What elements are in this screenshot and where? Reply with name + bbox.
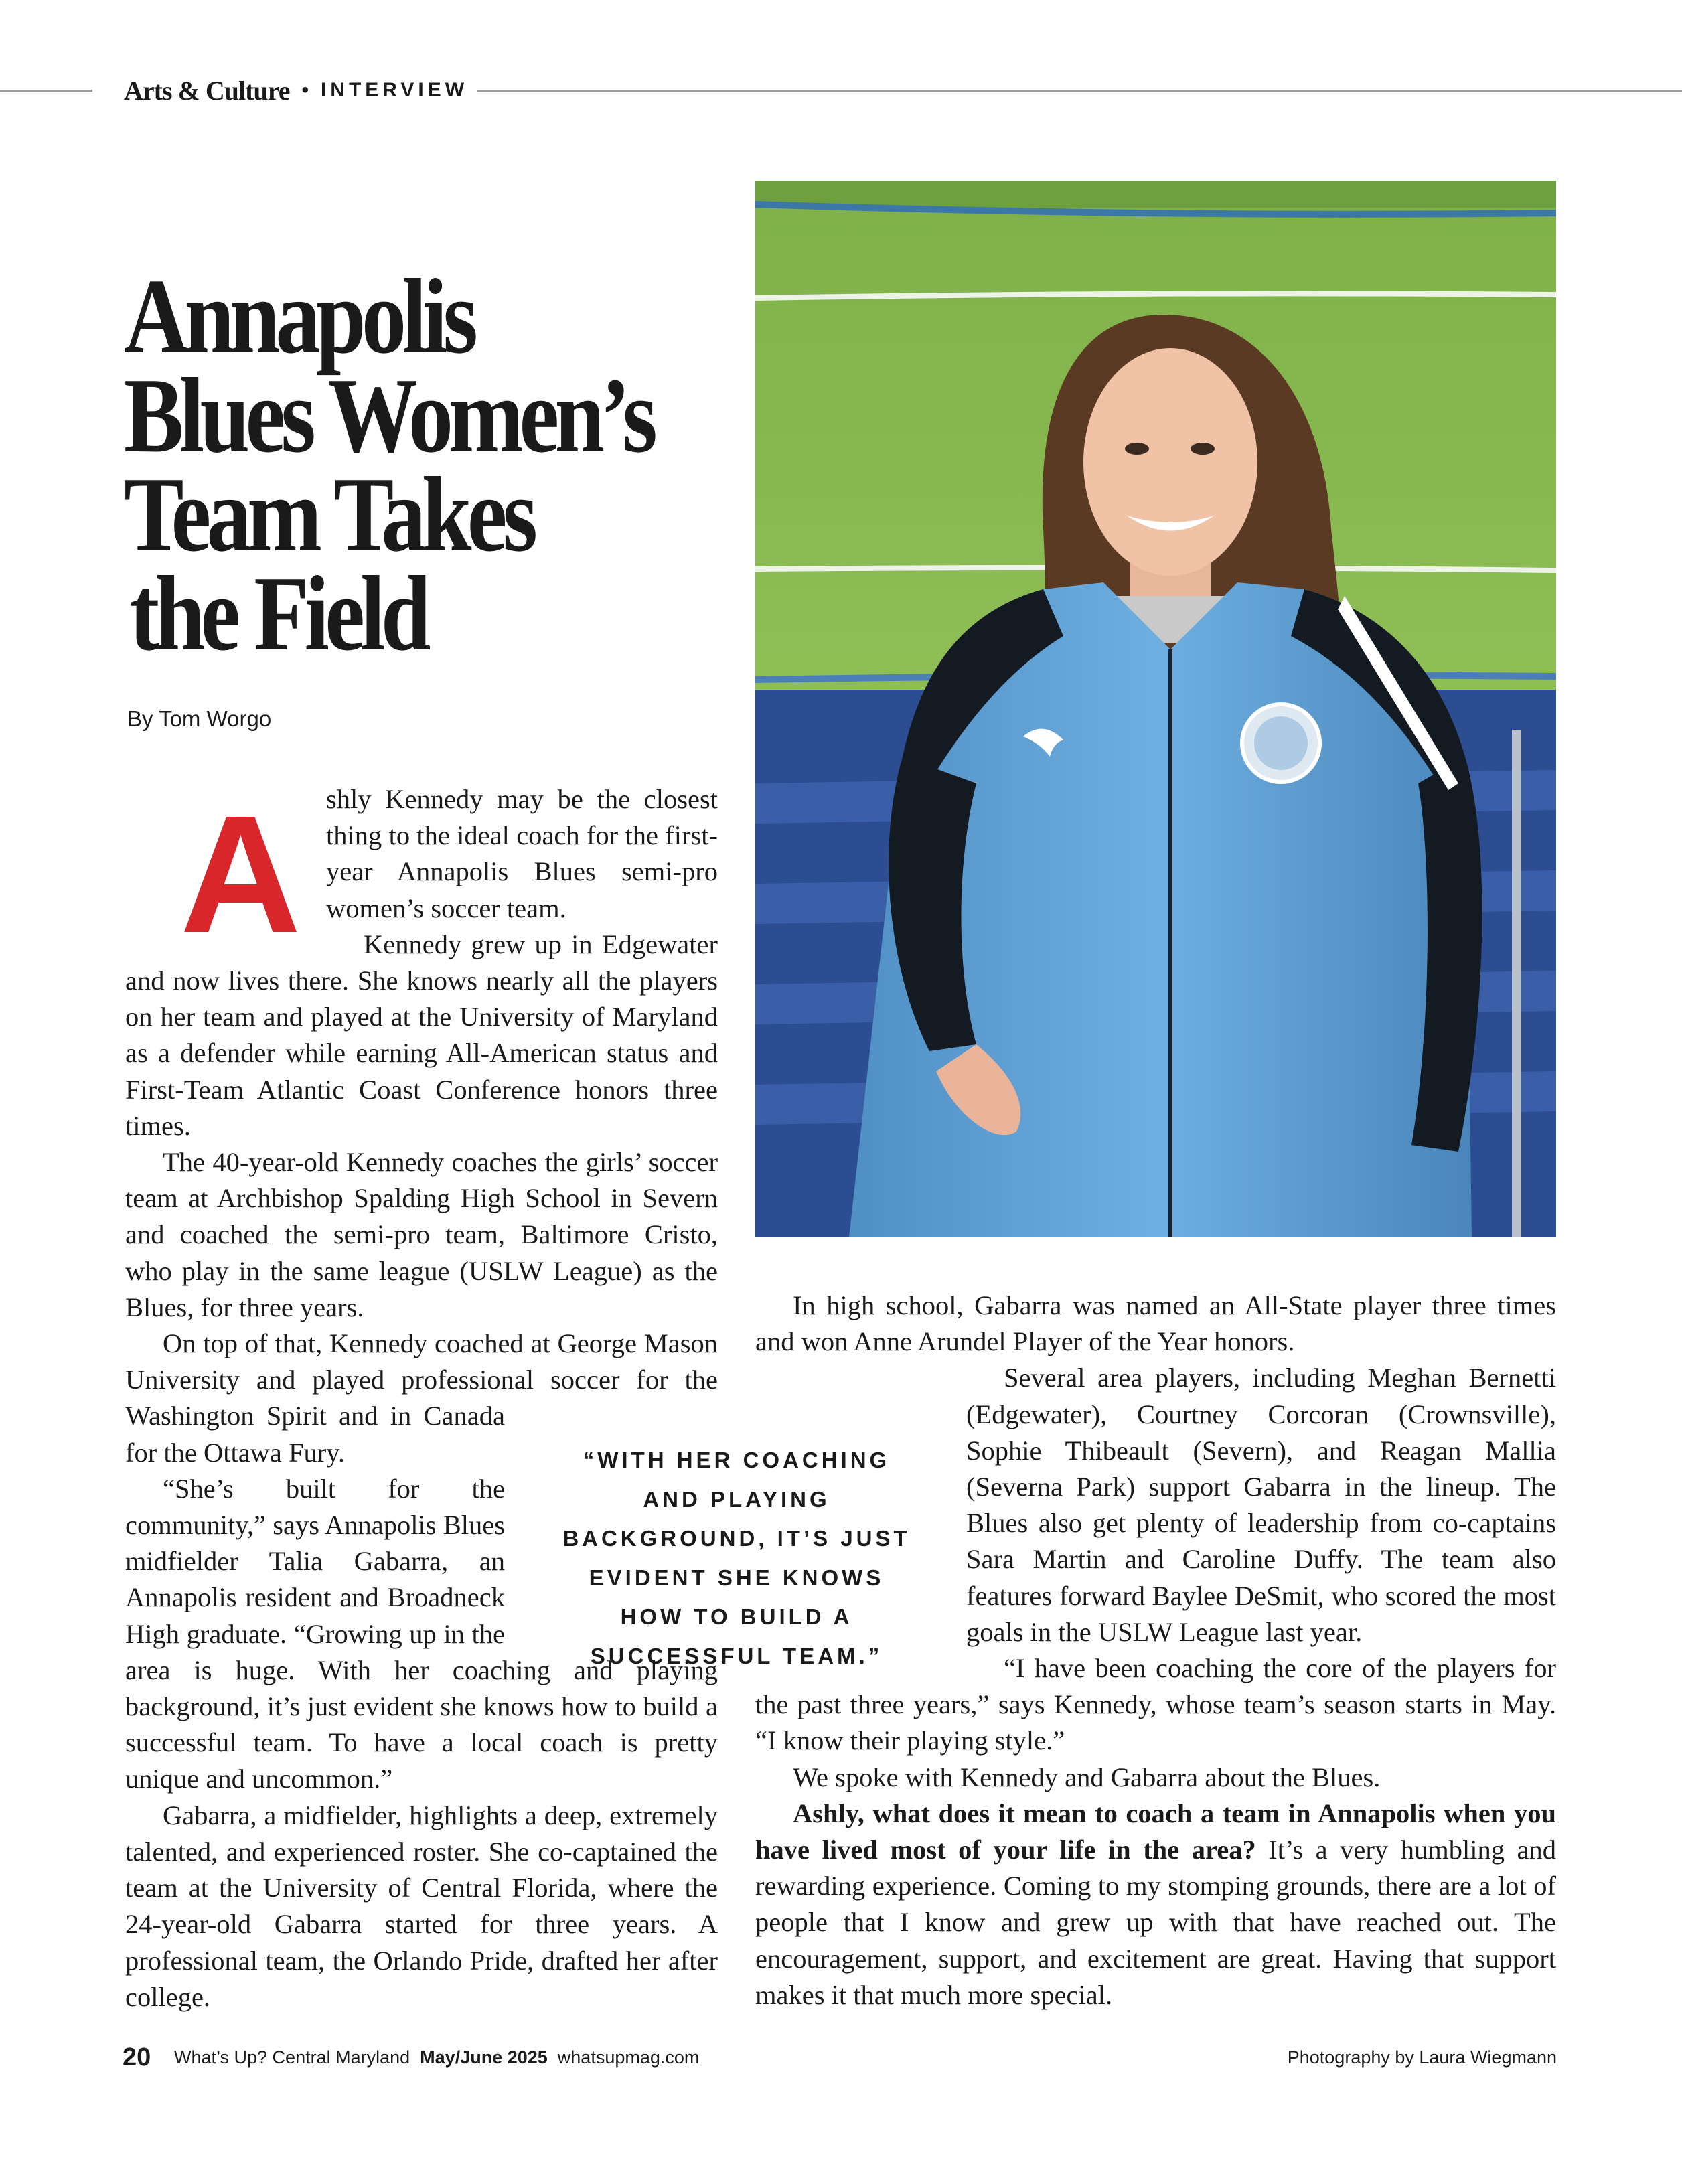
headline-line: Blues Women’s <box>124 356 654 475</box>
article-paragraph: Several area players, including Meghan Bernetti (Edgewater), Courtney Corcoran (Crownsville), Sophie Thibeault (Severn), and Reagan Mallia (Severna Park) support Gabarra in the lineup. The Blues also get plenty of leadership from co-captains Sara Martin and Caroline Duffy. The team also features forward Baylee DeSmit, who scored the most goals in the USLW League last year. <box>966 1362 1556 1647</box>
article-paragraph: “I have been coaching the core of the players for the past three years,” says Kennedy, whose team’s season starts in May. “I know their playing style.” <box>755 1653 1556 1756</box>
headline-line: Team Takes <box>124 455 534 574</box>
footer-publication-line <box>174 2047 699 2068</box>
header-rule-left <box>0 90 92 92</box>
article-paragraph: We spoke with Kennedy and Gabarra about the Blues. <box>793 1762 1381 1792</box>
headline-line: Annapolis <box>124 256 474 376</box>
article-paragraph: Gabarra, a midfielder, highlights a deep, extremely talented, and experienced roster. She co-captained the team at the University of Central Florida, where the 24-year-old Gabarra started for three years. A professional team, the Orlando Pride, drafted her after college. <box>125 1800 718 2012</box>
footer-issue: May/June 2025 <box>420 2047 548 2068</box>
header-rule-right <box>477 90 1682 92</box>
article-paragraph: The 40-year-old Kennedy coaches the girls’ soccer team at Archbishop Spalding High School in Severn and coached the semi-pro team, Baltimore Cristo, who play in the same league (USLW League) as the Blues, for three years. <box>125 1147 718 1322</box>
drop-cap-letter: A <box>180 781 301 967</box>
page-number: 20 <box>123 2043 151 2072</box>
qa-answer: It’s a very humbling and rewarding experience. Coming to my stomping grounds, there are a lot of people that I know and grew up with that have reached out. The encouragement, support, and excitement are great. Having that support makes it that much more special. <box>755 1835 1556 2010</box>
article-paragraph: Kennedy grew up in Edgewater and now lives there. She knows nearly all the players on her team and played at the University of Maryland as a defender while earning All-American status and First-Team Atlantic Coast Conference honors three times. <box>125 929 718 1141</box>
byline: By Tom Worgo <box>127 706 272 731</box>
drop-cap <box>125 781 326 967</box>
article-paragraph: shly Kennedy may be the closest thing to the ideal coach for the first-year Annapolis Blues semi-pro women’s soccer team. <box>326 784 718 923</box>
article-paragraph: In high school, Gabarra was named an All-State player three times and won Anne Arundel Player of the Year honors. <box>755 1290 1556 1357</box>
section-header <box>124 72 468 108</box>
pull-quote: “WITH HER COACHING AND PLAYING BACKGROUND, IT’S JUST EVIDENT SHE KNOWS HOW TO BUILD A SUCCESSFUL TEAM.” <box>562 1448 911 1668</box>
footer-website: whatsupmag.com <box>557 2047 700 2068</box>
article-column-left <box>125 781 718 2015</box>
coach-photo <box>755 181 1556 1237</box>
qa-question: Ashly, what does it mean to coach a team in Annapolis when you have lived most of your life in the area? <box>755 1798 1556 1865</box>
article-headline <box>124 256 654 673</box>
section-name: Arts & Culture <box>124 75 290 106</box>
article-paragraph: On top of that, Kennedy coached at George Mason University and played professional soccer for the Washington Spirit and in Canada for the Ottawa Fury. <box>125 1328 718 1468</box>
footer-publication: What’s Up? Central Maryland <box>174 2047 410 2068</box>
section-subsection: INTERVIEW <box>320 79 469 101</box>
page-footer <box>0 2043 1682 2077</box>
article-paragraph: “She’s built for the community,” says Annapolis Blues midfielder Talia Gabarra, an Annapolis resident and Broadneck High graduate. “Growing up in the area is huge. With her coaching and playing background, it’s just evident she knows how to build a successful team. To have a local coach is pretty unique and uncommon.” <box>125 1473 718 1794</box>
section-separator: • <box>301 79 309 101</box>
headline-line: the Field <box>129 554 427 673</box>
photo-credit: Photography by Laura Wiegmann <box>1287 2047 1557 2068</box>
qa-paragraph <box>755 1796 1556 2013</box>
